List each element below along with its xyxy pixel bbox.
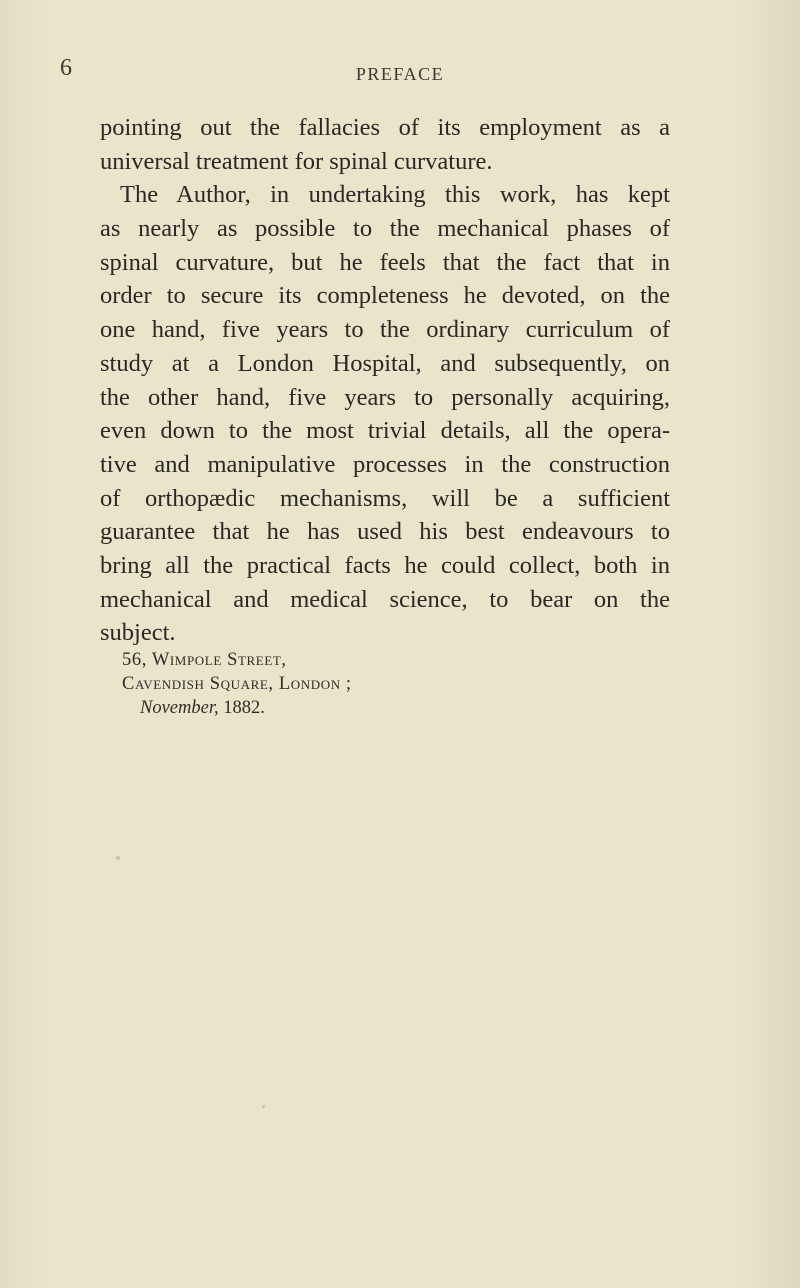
signature-date — [122, 696, 352, 720]
text-line: subject. — [100, 619, 176, 647]
paper-speck — [262, 1105, 265, 1108]
text-line: bring all the practical facts he could collect, both in — [100, 551, 670, 579]
paper-speck — [116, 856, 120, 860]
page-number: 6 — [60, 55, 72, 81]
text-line: The Author, in undertaking this work, has kept — [120, 181, 670, 209]
text-line: spinal curvature, but he feels that the fact that in — [100, 248, 670, 276]
text-line: of orthopædic mechanisms, will be a sufficient — [100, 484, 670, 512]
text-line: mechanical and medical science, to bear on the — [100, 585, 670, 613]
address-line-1: 56, Wimpole Street, — [122, 650, 287, 670]
text-line: as nearly as possible to the mechanical phases of — [100, 215, 670, 243]
running-head: PREFACE — [355, 64, 445, 84]
text-line: tive and manipulative processes in the construction — [100, 450, 670, 478]
text-line: pointing out the fallacies of its employment as a — [100, 114, 670, 141]
signature-block — [122, 648, 352, 720]
address-line-2: Cavendish Square, London ; — [122, 674, 352, 694]
date-month: November, — [140, 698, 219, 718]
date-year: 1882. — [218, 698, 265, 718]
preface-body — [100, 111, 670, 650]
text-line: even down to the most trivial details, all the opera- — [100, 417, 670, 445]
text-line: study at a London Hospital, and subsequently, on — [100, 349, 670, 377]
text-line: order to secure its completeness he devoted, on the — [100, 282, 670, 310]
text-line: one hand, five years to the ordinary curriculum of — [100, 316, 670, 344]
text-line: universal treatment for spinal curvature. — [100, 147, 493, 175]
text-line: the other hand, five years to personally acquiring, — [100, 383, 670, 411]
text-line: guarantee that he has used his best endeavours to — [100, 518, 670, 546]
paper-speck — [334, 602, 336, 604]
